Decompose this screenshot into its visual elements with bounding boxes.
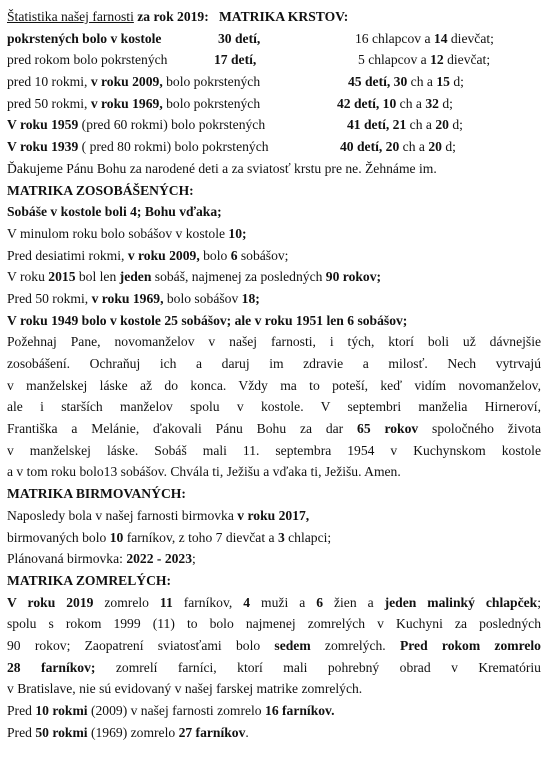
marriage-count-line: Sobáše v kostole boli 4; Bohu vďaka;: [7, 204, 222, 220]
row-count: 45 detí, 30: [348, 74, 408, 90]
heading-underlined: Štatistika našej farnosti: [7, 9, 134, 24]
paragraph-line: ale i starších manželov spolu v kostole. V septembri manželia Hirneroví,: [7, 399, 541, 415]
row-label: pred 50 rokmi, v roku 1969, bolo pokrstených: [7, 95, 261, 111]
row-count: 42 detí, 10: [337, 95, 397, 111]
row-split: ch a 32 d;: [396, 95, 453, 111]
row-label: V roku 1959 (pred 60 rokmi) bolo pokrstených: [7, 117, 266, 133]
paragraph-line: v manželskej láske až do konca. Vždy ma to poteší, keď vidím novomanželov,: [7, 377, 541, 393]
deaths-line-2: spolu s rokom 1999 (11) to bolo najmenej zomrelých v Kuchyni za posledných: [7, 616, 541, 632]
row-label: pred 10 rokmi, v roku 2009, bolo pokrstených: [7, 74, 261, 90]
baptism-row-3: [7, 71, 541, 93]
baptism-heading: [7, 6, 541, 28]
row-split: 5 chlapcov a 12 dievčat;: [358, 52, 491, 68]
row-split: ch a 20 d;: [399, 139, 456, 155]
row-label: V roku 1939 ( pred 80 rokmi) bolo pokrstených: [7, 139, 269, 155]
row-count: 40 detí, 20: [340, 139, 400, 155]
deaths-line-5: v Bratislave, nie sú evidovaný v našej farskej matrike zomrelých.: [7, 681, 363, 697]
marriage-line-3: Pred desiatimi rokmi, v roku 2009, bolo 6 sobášov;: [7, 247, 289, 263]
row-split: ch a 20 d;: [406, 117, 463, 133]
row-count: 17 detí,: [214, 52, 257, 68]
baptism-row-5: [7, 114, 541, 136]
marriage-line-2: V minulom roku bolo sobášov v kostole 10;: [7, 225, 247, 241]
baptism-row-4: [7, 93, 541, 115]
row-count: 30 detí,: [218, 30, 261, 46]
baptism-row-1: [7, 28, 541, 50]
heading-year: za rok 2019:: [133, 9, 209, 24]
row-label: pred rokom bolo pokrstených: [7, 52, 168, 68]
row-count: 41 detí, 21: [347, 117, 407, 133]
deaths-line-7: Pred 50 rokmi (1969) zomrelo 27 farníkov.: [7, 724, 249, 740]
baptism-thanks: Ďakujeme Pánu Bohu za narodené deti a za sviatosť krstu pre ne. Žehnáme im.: [7, 160, 437, 176]
marriage-blessing-paragraph: [7, 331, 541, 483]
row-label: pokrstených bolo v kostole: [7, 30, 162, 46]
confirmation-title: MATRIKA BIRMOVANÝCH:: [7, 486, 186, 502]
confirmation-line-1: Naposledy bola v našej farnosti birmovka v roku 2017,: [7, 507, 310, 523]
marriage-line-6: V roku 1949 bolo v kostole 25 sobášov; ale v roku 1951 len 6 sobášov;: [7, 312, 408, 328]
deaths-line-4: 28 farníkov; zomrelí farníci, ktorí mali pohrebný obrad v Krematóriu: [7, 659, 541, 675]
confirmation-line-3: Plánovaná birmovka: 2022 - 2023;: [7, 551, 196, 567]
paragraph-line: a v tom roku bolo13 sobášov. Chvála ti, Ježišu a vďaka ti, Ježišu. Amen.: [7, 464, 401, 480]
paragraph-line: Františka a Melánie, ďakovali Pánu Bohu za dar 65 rokov spoločného života: [7, 421, 542, 437]
baptism-row-6: [7, 136, 541, 158]
marriage-line-5: Pred 50 rokmi, v roku 1969, bolo sobášov 18;: [7, 290, 260, 306]
deaths-line-1: V roku 2019 zomrelo 11 farníkov, 4 muži a 6 žien a jeden malinký chlapček;: [7, 594, 541, 610]
baptism-title: MATRIKA KRSTOV:: [218, 9, 349, 24]
row-split: ch a 15 d;: [407, 74, 464, 90]
paragraph-line: Požehnaj Pane, novomanželov v našej farnosti, i tých, ktorí boli už dávnejšie: [7, 334, 541, 350]
deaths-line-6: Pred 10 rokmi (2009) v našej farnosti zomrelo 16 farníkov.: [7, 703, 335, 718]
marriage-line-4: V roku 2015 bol len jeden sobáš, najmenej za posledných 90 rokov;: [7, 269, 382, 285]
baptism-row-2: [7, 49, 541, 71]
marriage-title: MATRIKA ZOSOBÁŠENÝCH:: [7, 182, 194, 198]
confirmation-line-2: birmovaných bolo 10 farníkov, z toho 7 dievčat a 3 chlapci;: [7, 529, 332, 545]
deaths-title: MATRIKA ZOMRELÝCH:: [7, 572, 172, 588]
row-split: 16 chlapcov a 14 dievčat;: [355, 30, 494, 46]
deaths-line-3: 90 rokov; Zaopatrení sviatosťami bolo sedem zomrelých. Pred rokom zomrelo: [7, 637, 541, 653]
paragraph-line: v manželskej láske. Sobáš mali 11. septembra 1954 v Kuchynskom kostole: [7, 442, 541, 458]
paragraph-line: zosobášení. Ochraňuj ich a daruj im zdravie a milosť. Nech vytrvajú: [7, 356, 541, 371]
